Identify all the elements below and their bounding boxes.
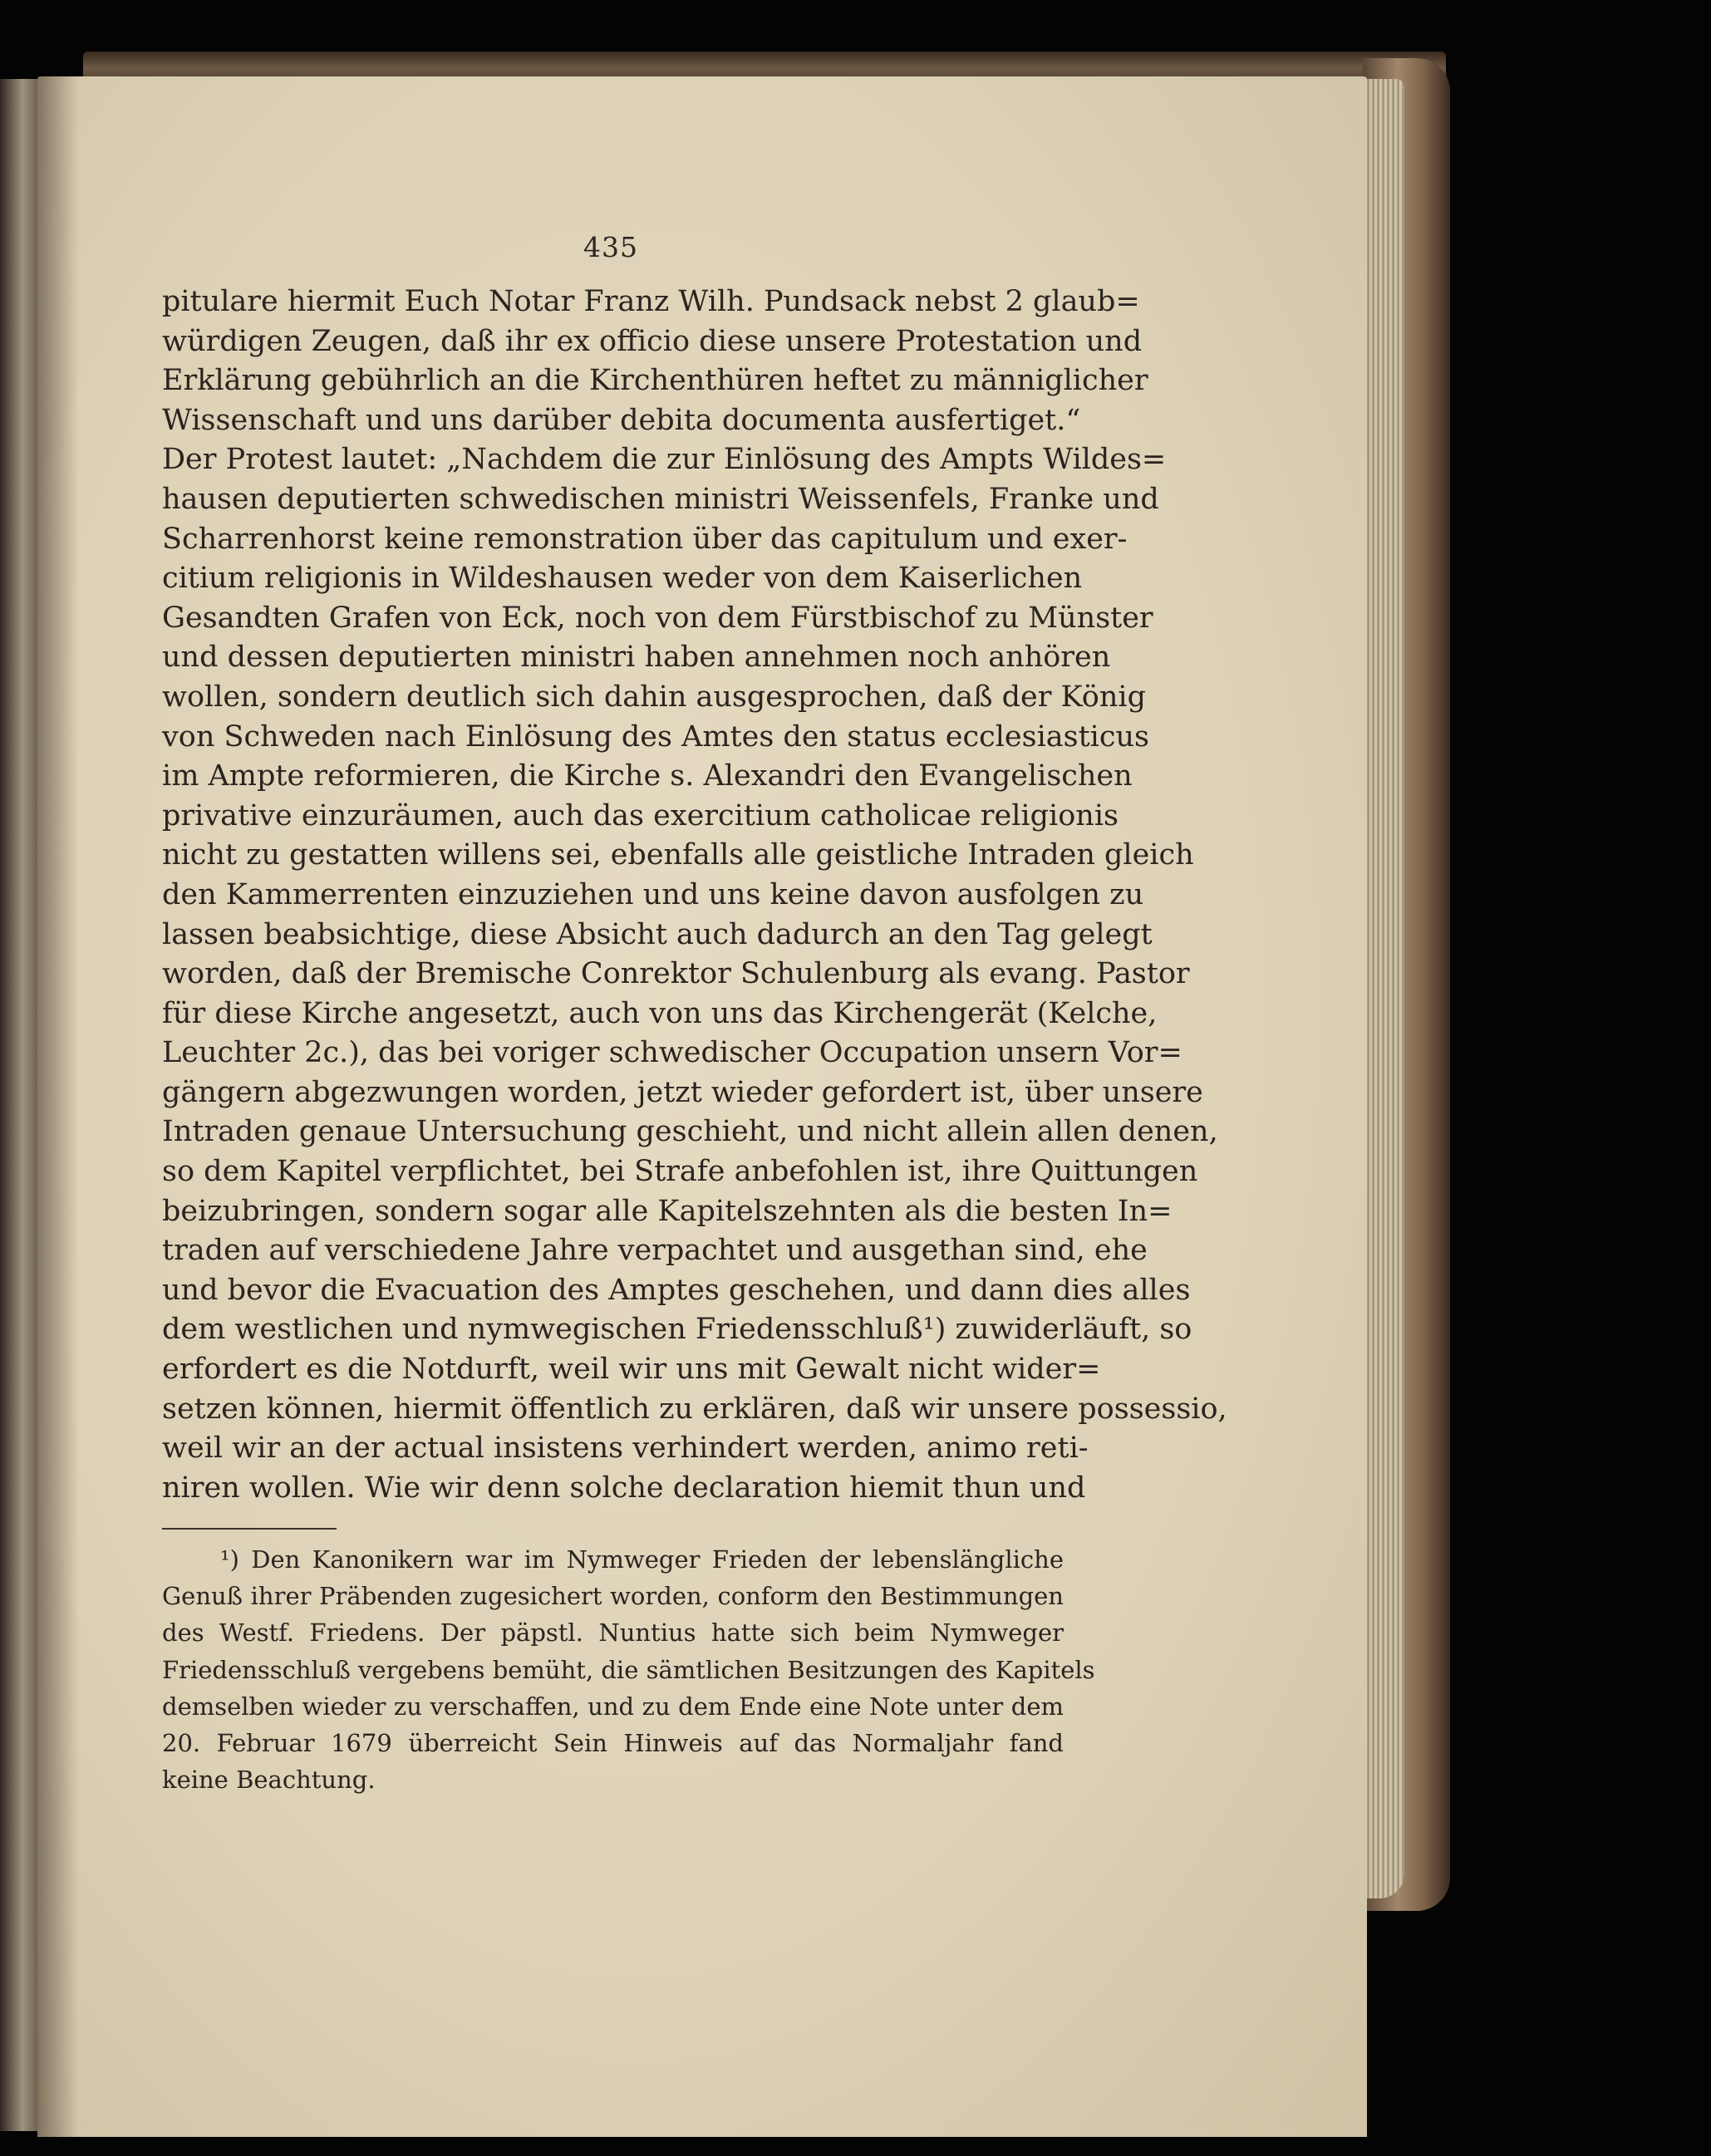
body-line: und dessen deputierten ministri haben annehmen noch anhören (162, 641, 1111, 675)
body-line: hausen deputierten schwedischen ministri Weissenfels, Franke und (162, 482, 1159, 516)
footnote-line: des Westf. Friedens. Der päpstl. Nuntius hatte sich beim Nymweger (162, 1618, 1064, 1648)
body-line: im Ampte reformieren, die Kirche s. Alexandri den Evangelischen (162, 759, 1133, 793)
facing-page-edge (0, 79, 37, 2131)
footnotes (162, 1541, 1095, 1798)
body-line: dem westlichen und nymwegischen Friedensschluß¹) zuwiderläuft, so (162, 1313, 1192, 1347)
body-line: würdigen Zeugen, daß ihr ex officio diese unsere Protestation und (162, 324, 1143, 358)
body-line: wollen, sondern deutlich sich dahin ausgesprochen, daß der König (162, 680, 1146, 714)
body-line: den Kammerrenten einzuziehen und uns keine davon ausfolgen zu (162, 877, 1144, 911)
footnote-line: Genuß ihrer Präbenden zugesichert worden, conform den Bestimmungen (162, 1582, 1064, 1611)
page-number: 435 (583, 231, 638, 263)
body-line: Scharrenhorst keine remonstration über das capitulum und exer- (162, 522, 1128, 556)
body-line: privative einzuräumen, auch das exercitium catholicae religionis (162, 798, 1119, 832)
body-line: und bevor die Evacuation des Amptes geschehen, und dann dies alles (162, 1273, 1191, 1307)
body-line: so dem Kapitel verpflichtet, bei Strafe anbefohlen ist, ihre Quittungen (162, 1155, 1198, 1189)
body-line: pitulare hiermit Euch Notar Franz Wilh. Pundsack nebst 2 glaub= (162, 285, 1140, 318)
body-line: Leuchter 2c.), das bei voriger schwedischer Occupation unsern Vor= (162, 1036, 1182, 1070)
gutter-shadow (37, 76, 79, 2137)
body-line: worden, daß der Bremische Conrektor Schulenburg als evang. Pastor (162, 957, 1190, 991)
footnote-rule (162, 1528, 337, 1530)
footnote-line: keine Beachtung. (162, 1766, 376, 1795)
footnote-line: ¹) Den Kanonikern war im Nymweger Frieden der lebenslängliche (220, 1545, 1064, 1574)
body-line: citium religionis in Wildeshausen weder von dem Kaiserlichen (162, 562, 1083, 596)
body-line: von Schweden nach Einlösung des Amtes den status ecclesiasticus (162, 719, 1149, 754)
body-line: erfordert es die Notdurft, weil wir uns mit Gewalt nicht wider= (162, 1353, 1101, 1387)
body-line: Der Protest lautet: „Nachdem die zur Einlösung des Ampts Wildes= (162, 443, 1167, 477)
body-line: weil wir an der actual insistens verhindert werden, animo reti- (162, 1432, 1089, 1466)
body-line: Gesandten Grafen von Eck, noch von dem Fürstbischof zu Münster (162, 601, 1153, 635)
body-line: traden auf verschiedene Jahre verpachtet und ausgethan sind, ehe (162, 1234, 1148, 1268)
body-line: Intraden genaue Untersuchung geschieht, und nicht allein allen denen, (162, 1115, 1218, 1149)
footnote-line: 20. Februar 1679 überreicht Sein Hinweis auf das Normaljahr fand (162, 1728, 1064, 1757)
body-text (162, 282, 1227, 1508)
footnote-line: demselben wieder zu verschaffen, und zu dem Ende eine Note unter dem (162, 1692, 1064, 1721)
body-line: Erklärung gebührlich an die Kirchenthüren heftet zu männiglicher (162, 364, 1148, 398)
body-line: gängern abgezwungen worden, jetzt wieder gefordert ist, über unsere (162, 1075, 1203, 1109)
body-line: setzen können, hiermit öffentlich zu erklären, daß wir unsere possessio, (162, 1392, 1227, 1426)
body-line: niren wollen. Wie wir denn solche declaration hiemit thun und (162, 1471, 1086, 1505)
body-line: lassen beabsichtige, diese Absicht auch dadurch an den Tag gelegt (162, 917, 1153, 951)
body-line: Wissenschaft und uns darüber debita documenta ausfertiget.“ (162, 403, 1081, 437)
footnote-line: Friedensschluß vergebens bemüht, die sämtlichen Besitzungen des Kapitels (162, 1655, 1095, 1684)
body-line: für diese Kirche angesetzt, auch von uns das Kirchengerät (Kelche, (162, 996, 1158, 1030)
body-line: beizubringen, sondern sogar alle Kapitelszehnten als die besten In= (162, 1194, 1173, 1228)
body-line: nicht zu gestatten willens sei, ebenfalls alle geistliche Intraden gleich (162, 838, 1194, 872)
